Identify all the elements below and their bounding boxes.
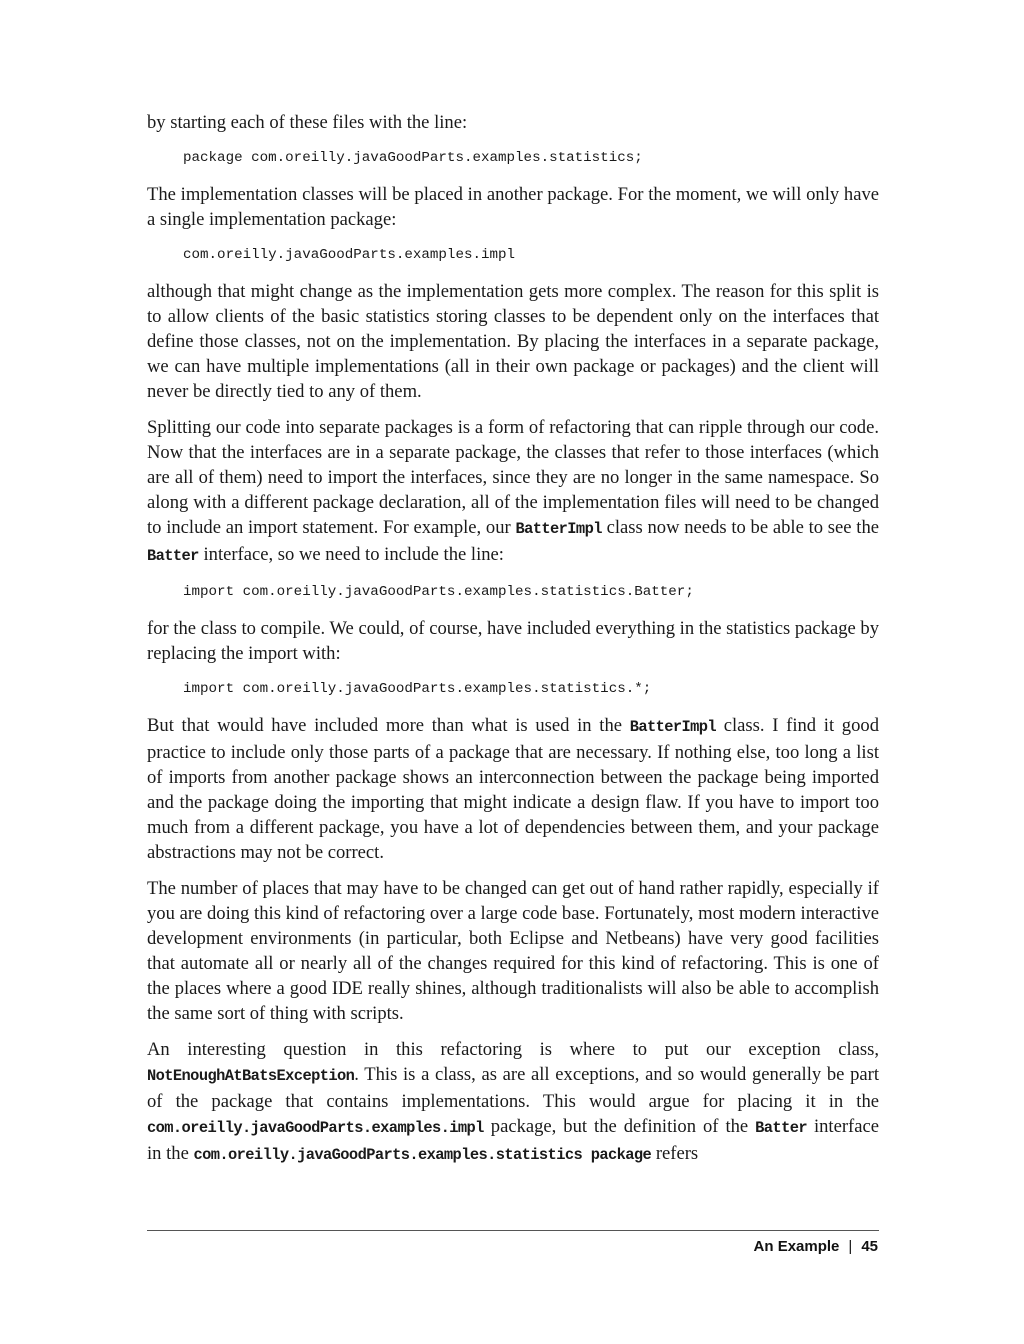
- footer-separator: |: [848, 1238, 853, 1255]
- inline-code: com.oreilly.javaGoodParts.examples.impl: [147, 1119, 484, 1137]
- paragraph-impl-package: [147, 182, 879, 232]
- paragraph-text: interface in the: [147, 1116, 879, 1164]
- inline-code: NotEnoughAtBatsException: [147, 1067, 355, 1085]
- paragraph-text: refers: [651, 1143, 699, 1164]
- page-number: 45: [861, 1238, 878, 1255]
- paragraph-text: although that might change as the implementation gets more complex. The reason for this split is to allow clients of the basic statistics storing classes to be dependent only on the interfaces that define those classes, not on the implementation. By placing the interfaces in a separate package, we can have multiple implementations (all in their own package or packages) and the client will never be directly tied to any of them.: [147, 281, 879, 402]
- paragraph-refactoring: [147, 415, 879, 569]
- page-body: [147, 110, 879, 1179]
- code-import-wildcard: import com.oreilly.javaGoodParts.examples.statistics.*;: [183, 681, 652, 697]
- paragraph-ide-support: [147, 876, 879, 1026]
- paragraph-exception-class: [147, 1037, 879, 1168]
- paragraph-text: The number of places that may have to be changed can get out of hand rather rapidly, especially if you are doing this kind of refactoring over a large code base. Fortunately, most modern interactive development environments (in particular, both Eclipse and Netbeans) have very good facilities that automate all or nearly all of the changes required for this kind of refactoring. This is one of the places where a good IDE really shines, although traditionalists will also be able to accomplish the same sort of thing with scripts.: [147, 878, 879, 1024]
- paragraph-good-practice: [147, 713, 879, 865]
- paragraph-text: package, but the definition of the: [483, 1116, 756, 1137]
- inline-code: com.oreilly.javaGoodParts.examples.statistics package: [193, 1146, 652, 1164]
- footer-section-title: An Example: [753, 1238, 840, 1255]
- inline-code: Batter: [147, 547, 199, 565]
- paragraph-text: An interesting question in this refactoring is where to put our exception class,: [147, 1039, 879, 1060]
- paragraph-text: interface, so we need to include the line:: [198, 544, 504, 565]
- code-import-batter: import com.oreilly.javaGoodParts.examples.statistics.Batter;: [183, 584, 694, 600]
- paragraph-text: But that would have included more than what is used in the: [147, 715, 630, 736]
- paragraph-text: for the class to compile. We could, of course, have included everything in the statistics package by replacing the import with:: [147, 618, 879, 664]
- code-impl-package: com.oreilly.javaGoodParts.examples.impl: [183, 247, 516, 263]
- paragraph-text: Splitting our code into separate packages is a form of refactoring that can ripple through our code. Now that the interfaces are in a separate package, the classes that refer to those interfaces (which are all of them) need to import the interfaces, since they are no longer in the same namespace. So along with a different package declaration, all of the implementation files will need to be changed to include an import statement. For example, our: [147, 417, 879, 538]
- paragraph-text: class. I find it good practice to include only those parts of a package that are necessary. If nothing else, too long a list of imports from another package shows an interconnection between the package being imported and the package doing the importing that might indicate a design flaw. If you have to import too much from a different package, you have a lot of dependencies between them, and your package abstractions may not be correct.: [147, 715, 879, 863]
- inline-code: BatterImpl: [629, 718, 717, 736]
- inline-code: BatterImpl: [515, 520, 602, 538]
- paragraph-text: class now needs to be able to see the: [601, 517, 879, 538]
- paragraph-text: The implementation classes will be placed in another package. For the moment, we will only have a single implementation package:: [147, 184, 879, 230]
- footer-divider: [147, 1230, 879, 1231]
- page-footer: [754, 1238, 878, 1255]
- paragraph-split-reason: [147, 279, 879, 404]
- paragraph-compile: [147, 616, 879, 666]
- paragraph-text: by starting each of these files with the line:: [147, 112, 468, 133]
- code-package-statement: package com.oreilly.javaGoodParts.examples.statistics;: [183, 150, 643, 166]
- paragraph-text: . This is a class, as are all exceptions, and so would generally be part of the package that contains implementations. This would argue for placing it in the: [147, 1064, 879, 1112]
- inline-code: Batter: [755, 1119, 807, 1137]
- paragraph-intro: [147, 110, 879, 135]
